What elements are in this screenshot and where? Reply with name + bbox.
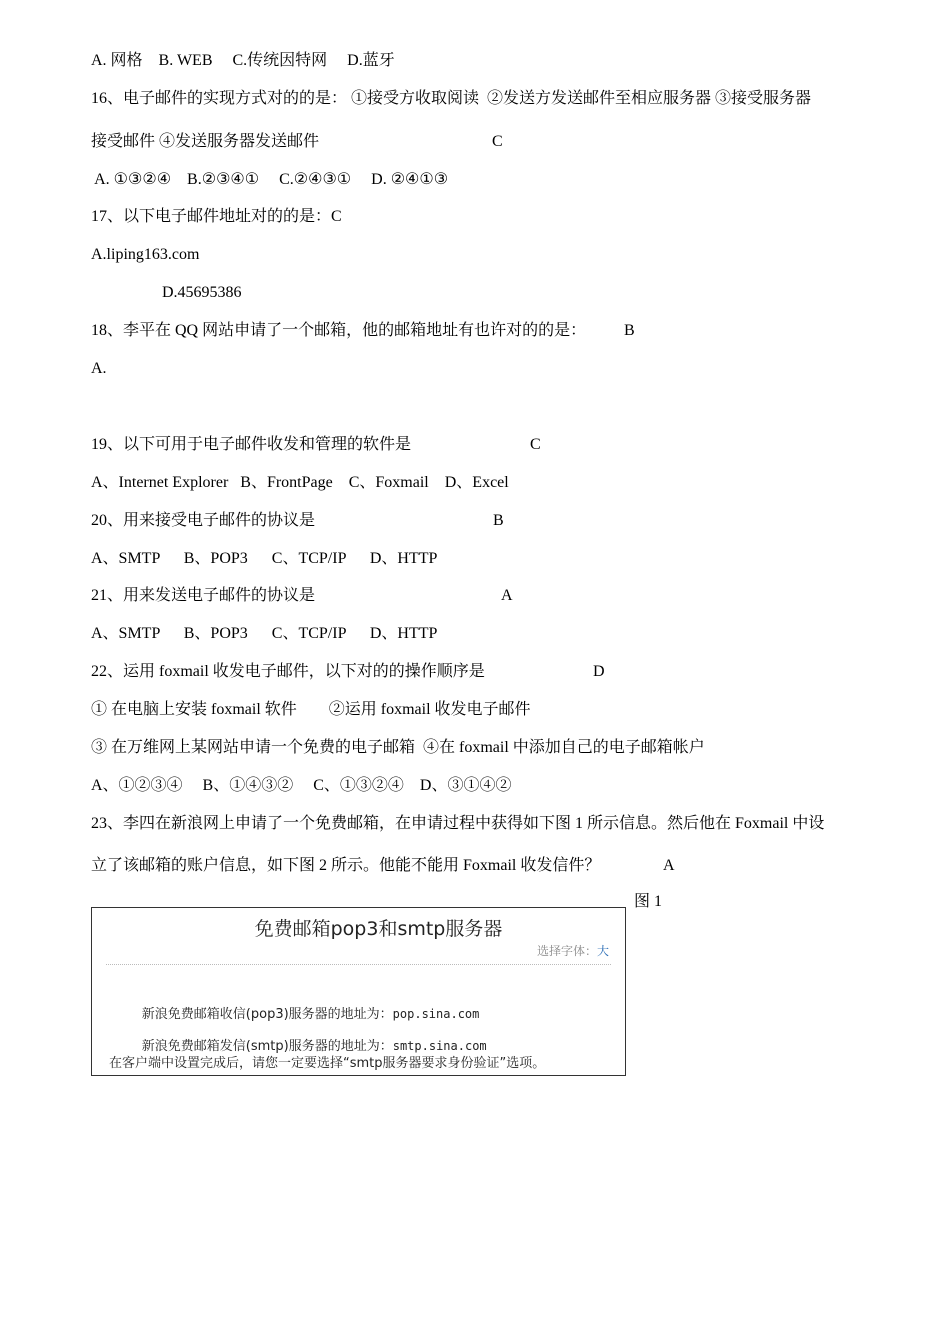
q17-option-d: D.45695386 (162, 284, 242, 301)
q18-answer: B (624, 322, 635, 339)
q16-question-line-2: 接受邮件 ④发送服务器发送邮件 (91, 133, 320, 150)
font-size-selector (537, 942, 609, 959)
figure-1-screenshot (91, 907, 626, 1076)
font-size-large-link[interactable]: 大 (596, 944, 609, 958)
q16-question-line-1: 16、电子邮件的实现方式对的的是： ①接受方收取阅读 ②发送方发送邮件至相应服务器 ③接受服务器 (91, 90, 812, 107)
smtp-address: smtp.sina.com (392, 1039, 487, 1053)
q21-question: 21、用来发送电子邮件的协议是 (91, 587, 316, 604)
font-size-label: 选择字体： (536, 944, 597, 958)
pop3-address: pop.sina.com (392, 1007, 480, 1021)
figure-title: 免费邮箱pop3和smtp服务器 (254, 918, 503, 940)
figure-divider (106, 964, 611, 965)
figure-caption: 图 1 (634, 893, 663, 910)
q23-answer: A (663, 857, 675, 874)
q20-options: A、SMTP B、POP3 C、TCP/IP D、HTTP (91, 550, 438, 567)
q22-options: A、①②③④ B、①④③② C、①③②④ D、③①④② (91, 777, 512, 794)
q19-options: A、Internet Explorer B、FrontPage C、Foxmail D、Excel (91, 474, 509, 491)
q15-options: A. 网格 B. WEB C.传统因特网 D.蓝牙 (91, 52, 395, 69)
q22-steps-1-2: ① 在电脑上安装 foxmail 软件 ②运用 foxmail 收发电子邮件 (91, 701, 531, 718)
q18-option-a: A. (91, 360, 107, 377)
q22-answer: D (593, 663, 605, 680)
q17-question: 17、以下电子邮件地址对的的是：C (91, 208, 342, 225)
q23-question-line-1: 23、李四在新浪网上申请了一个免费邮箱，在申请过程中获得如下图 1 所示信息。然后他在 Foxmail 中设 (91, 815, 825, 832)
q19-answer: C (530, 436, 541, 453)
q16-options: A. ①③②④ B.②③④① C.②④③① D. ②④①③ (91, 171, 449, 188)
q19-question: 19、以下可用于电子邮件收发和管理的软件是 (91, 436, 412, 453)
pop3-label: 新浪免费邮箱收信(pop3)服务器的地址为： (141, 1007, 393, 1022)
q16-answer: C (492, 133, 503, 150)
q22-question: 22、运用 foxmail 收发电子邮件，以下对的的操作顺序是 (91, 663, 485, 680)
q17-option-a: A.liping163.com (91, 246, 200, 263)
q22-steps-3-4: ③ 在万维网上某网站申请一个免费的电子邮箱 ④在 foxmail 中添加自己的电子邮箱帐户 (91, 739, 705, 756)
q18-question: 18、李平在 QQ 网站申请了一个邮箱，他的邮箱地址有也许对的的是： (91, 322, 587, 339)
q20-answer: B (493, 512, 504, 529)
q20-question: 20、用来接受电子邮件的协议是 (91, 512, 316, 529)
q23-question-line-2: 立了该邮箱的账户信息，如下图 2 所示。他能不能用 Foxmail 收发信件？ (91, 857, 601, 874)
smtp-label: 新浪免费邮箱发信(smtp)服务器的地址为： (141, 1039, 393, 1054)
q21-options: A、SMTP B、POP3 C、TCP/IP D、HTTP (91, 625, 438, 642)
smtp-auth-note: 在客户端中设置完成后，请您一定要选择“smtp服务器要求身份验证”选项。 (109, 1056, 546, 1071)
q21-answer: A (501, 587, 513, 604)
